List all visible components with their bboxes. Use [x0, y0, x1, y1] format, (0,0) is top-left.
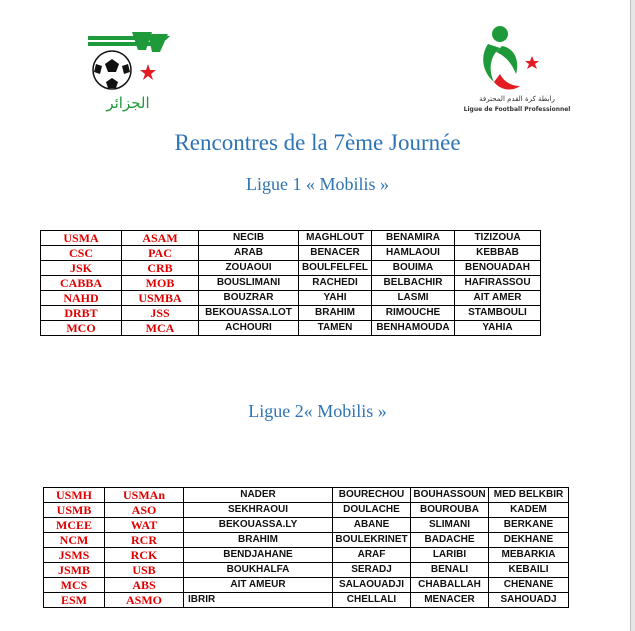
assistant-1: YAHI [299, 291, 372, 306]
faf-logo [86, 28, 170, 114]
assistant-2: MENACER [411, 593, 489, 608]
assistant-1: BOULFELFEL [299, 261, 372, 276]
ligue1-fixtures-table [40, 230, 541, 336]
lfp-logo-text-ar: رابطة كرة القدم المحترفة [479, 95, 555, 103]
home-team: MCEE [44, 518, 105, 533]
assistant-1: CHELLALI [333, 593, 411, 608]
assistant-2: BOUHASSOUN [411, 488, 489, 503]
home-team: MCS [44, 578, 105, 593]
fourth-official: CHENANE [489, 578, 569, 593]
fourth-official: DEKHANE [489, 533, 569, 548]
home-team: CABBA [41, 276, 122, 291]
fourth-official: KEBBAB [455, 246, 541, 261]
fixture-row [41, 261, 541, 276]
fixture-row [44, 518, 569, 533]
referee: NECIB [199, 231, 299, 246]
home-team: USMH [44, 488, 105, 503]
assistant-1: ABANE [333, 518, 411, 533]
away-team: PAC [122, 246, 199, 261]
home-team: USMA [41, 231, 122, 246]
fixture-row [44, 563, 569, 578]
referee: ARAB [199, 246, 299, 261]
referee: BOUZRAR [199, 291, 299, 306]
fourth-official: HAFIRASSOU [455, 276, 541, 291]
away-team: ASO [105, 503, 184, 518]
assistant-2: BELBACHIR [372, 276, 455, 291]
away-team: CRB [122, 261, 199, 276]
page-title: Rencontres de la 7ème Journée [174, 130, 461, 155]
assistant-1: BRAHIM [299, 306, 372, 321]
faf-logo-text: الجزائر [106, 94, 150, 112]
fixture-row [41, 291, 541, 306]
referee: BOUSLIMANI [199, 276, 299, 291]
assistant-1: BENACER [299, 246, 372, 261]
away-team: WAT [105, 518, 184, 533]
assistant-1: TAMEN [299, 321, 372, 336]
fourth-official: AIT AMER [455, 291, 541, 306]
referee: BRAHIM [184, 533, 333, 548]
referee: BOUKHALFA [184, 563, 333, 578]
fixture-row [44, 488, 569, 503]
home-team: NCM [44, 533, 105, 548]
away-team: RCK [105, 548, 184, 563]
assistant-1: BOULEKRINET [333, 533, 411, 548]
ligue2-title: Ligue 2« Mobilis » [248, 401, 387, 421]
fixture-row [44, 548, 569, 563]
home-team: DRBT [41, 306, 122, 321]
home-team: JSMS [44, 548, 105, 563]
referee: BEKOUASSA.LY [184, 518, 333, 533]
referee: NADER [184, 488, 333, 503]
fourth-official: SAHOUADJ [489, 593, 569, 608]
away-team: ASMO [105, 593, 184, 608]
away-team: ASAM [122, 231, 199, 246]
fourth-official: BERKANE [489, 518, 569, 533]
referee: SEKHRAOUI [184, 503, 333, 518]
fourth-official: TIZIZOUA [455, 231, 541, 246]
away-team: USB [105, 563, 184, 578]
assistant-1: RACHEDI [299, 276, 372, 291]
assistant-2: CHABALLAH [411, 578, 489, 593]
assistant-2: SLIMANI [411, 518, 489, 533]
away-team: USMAn [105, 488, 184, 503]
fixture-row [44, 533, 569, 548]
assistant-1: ARAF [333, 548, 411, 563]
ligue1-title: Ligue 1 « Mobilis » [246, 174, 389, 194]
home-team: JSK [41, 261, 122, 276]
home-team: CSC [41, 246, 122, 261]
fourth-official: BENOUADAH [455, 261, 541, 276]
assistant-2: LARIBI [411, 548, 489, 563]
lfp-logo [463, 20, 571, 116]
assistant-1: SALAOUADJI [333, 578, 411, 593]
assistant-2: HAMLAOUI [372, 246, 455, 261]
referee: BEKOUASSA.LOT [199, 306, 299, 321]
referee: AIT AMEUR [184, 578, 333, 593]
assistant-2: BOUIMA [372, 261, 455, 276]
fixture-row [44, 578, 569, 593]
assistant-2: RIMOUCHE [372, 306, 455, 321]
lfp-logo-text-fr: Ligue de Football Professionnel [463, 106, 571, 113]
fourth-official: MEBARKIA [489, 548, 569, 563]
assistant-2: BOUROUBA [411, 503, 489, 518]
assistant-1: SERADJ [333, 563, 411, 578]
assistant-2: BENALI [411, 563, 489, 578]
away-team: MCA [122, 321, 199, 336]
fixture-row [41, 276, 541, 291]
referee: BENDJAHANE [184, 548, 333, 563]
fixture-row [44, 593, 569, 608]
fourth-official: MED BELKBIR [489, 488, 569, 503]
assistant-2: LASMI [372, 291, 455, 306]
fourth-official: KADEM [489, 503, 569, 518]
page-edge [631, 0, 635, 631]
assistant-1: DOULACHE [333, 503, 411, 518]
home-team: JSMB [44, 563, 105, 578]
home-team: NAHD [41, 291, 122, 306]
ligue2-fixtures-table [43, 487, 569, 608]
away-team: ABS [105, 578, 184, 593]
referee: ZOUAOUI [199, 261, 299, 276]
fixture-row [41, 246, 541, 261]
fixture-row [41, 231, 541, 246]
away-team: USMBA [122, 291, 199, 306]
referee: ACHOURI [199, 321, 299, 336]
assistant-1: BOURECHOU [333, 488, 411, 503]
fixture-row [44, 503, 569, 518]
assistant-2: BADACHE [411, 533, 489, 548]
fourth-official: STAMBOULI [455, 306, 541, 321]
referee: IBRIR [184, 593, 333, 608]
home-team: ESM [44, 593, 105, 608]
away-team: MOB [122, 276, 199, 291]
fixture-row [41, 306, 541, 321]
fourth-official: YAHIA [455, 321, 541, 336]
away-team: JSS [122, 306, 199, 321]
assistant-2: BENHAMOUDA [372, 321, 455, 336]
home-team: MCO [41, 321, 122, 336]
fourth-official: KEBAILI [489, 563, 569, 578]
assistant-2: BENAMIRA [372, 231, 455, 246]
fixture-row [41, 321, 541, 336]
away-team: RCR [105, 533, 184, 548]
home-team: USMB [44, 503, 105, 518]
assistant-1: MAGHLOUT [299, 231, 372, 246]
